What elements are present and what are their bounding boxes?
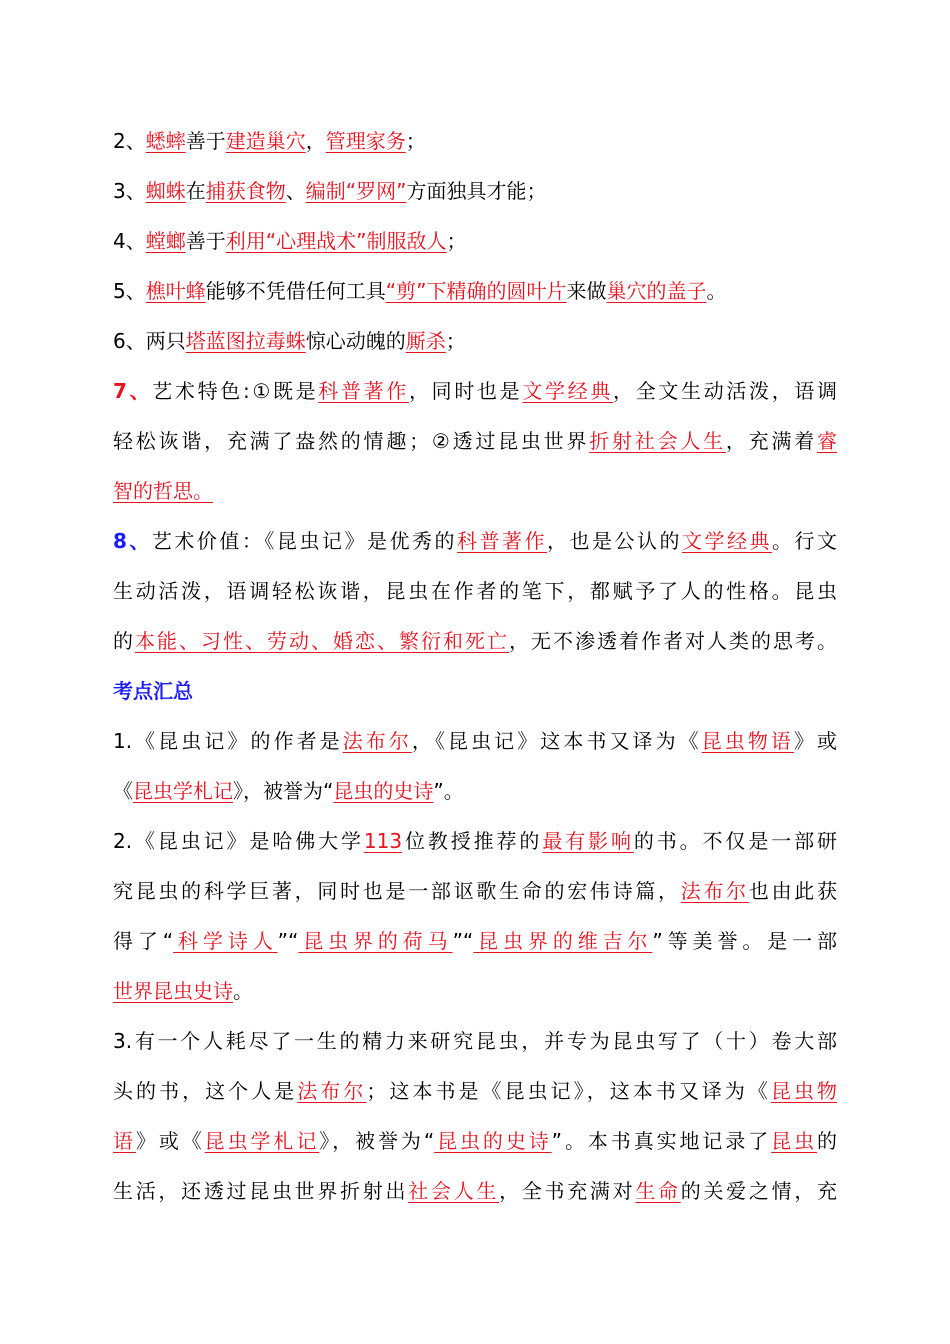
text-segment: 》，被誉为“ bbox=[319, 1129, 435, 1153]
text-segment: ， bbox=[305, 129, 326, 153]
text-segment: 3、 bbox=[113, 179, 146, 203]
text-segment: 《 bbox=[113, 779, 133, 803]
highlighted-answer: 昆虫界的荷马 bbox=[298, 929, 453, 953]
highlighted-answer: 法布尔 bbox=[680, 879, 749, 903]
text-segment: 在 bbox=[185, 179, 206, 203]
text-line bbox=[113, 216, 837, 266]
text-segment: 2.《昆虫记》是哈佛大学 bbox=[113, 829, 364, 853]
text-segment: 得了“ bbox=[113, 929, 174, 953]
highlighted-answer: 法布尔 bbox=[297, 1079, 367, 1103]
text-line bbox=[113, 266, 837, 316]
highlighted-answer: 睿 bbox=[817, 429, 837, 453]
text-line bbox=[113, 716, 837, 766]
text-segment: 艺术特色:①既是 bbox=[152, 379, 319, 403]
text-segment: 善于 bbox=[185, 129, 226, 153]
highlighted-answer: 蟋蟀 bbox=[145, 129, 186, 153]
text-segment: 来做 bbox=[566, 279, 607, 303]
text-segment: ；这本书是《昆虫记》，这本书又译为《 bbox=[366, 1079, 771, 1103]
text-segment: ”“ bbox=[277, 929, 299, 953]
text-line bbox=[113, 1166, 837, 1216]
highlighted-answer: 生命 bbox=[635, 1179, 681, 1203]
text-line bbox=[113, 816, 837, 866]
highlighted-answer: 语 bbox=[113, 1129, 136, 1153]
highlighted-answer: 管理家务 bbox=[325, 129, 406, 153]
highlighted-answer: 编制“罗网” bbox=[305, 179, 407, 203]
text-segment: 生活，还透过昆虫世界折射出 bbox=[113, 1179, 409, 1203]
highlighted-answer: 智的哲思。 bbox=[113, 479, 213, 503]
highlighted-answer: 塔蓝图拉毒蛛 bbox=[185, 329, 306, 353]
highlighted-answer: 科普著作 bbox=[318, 379, 409, 403]
text-segment: 生动活泼，语调轻松诙谐，昆虫在作者的笔下，都赋予了人的性格。昆虫 bbox=[113, 579, 837, 603]
highlighted-answer: 本能、习性、劳动、婚恋、繁衍和死亡 bbox=[135, 629, 509, 653]
text-line bbox=[113, 616, 837, 666]
highlighted-answer: 樵叶蜂 bbox=[145, 279, 206, 303]
highlighted-answer: 世界昆虫史诗 bbox=[113, 979, 233, 1003]
text-line bbox=[113, 316, 837, 366]
highlighted-answer: 昆虫学札记 bbox=[133, 779, 233, 803]
text-segment: 》或 bbox=[793, 729, 837, 753]
text-segment: 3.有一个人耗尽了一生的精力来研究昆虫，并专为昆虫写了（十）卷大部 bbox=[113, 1029, 837, 1053]
text-segment: 能够不凭借任何工具 bbox=[205, 279, 386, 303]
text-segment: ； bbox=[446, 229, 467, 253]
text-segment: 2、 bbox=[113, 129, 146, 153]
highlighted-answer: 昆虫学札记 bbox=[204, 1129, 320, 1153]
highlighted-answer: 科普著作 bbox=[456, 529, 547, 553]
highlighted-answer: 建造巢穴 bbox=[225, 129, 306, 153]
text-segment: 、 bbox=[285, 179, 306, 203]
text-segment: ，全文生动活泼，语调 bbox=[613, 379, 837, 403]
text-line bbox=[113, 366, 837, 416]
text-segment: ，也是公认的 bbox=[546, 529, 682, 553]
highlighted-answer: 折射社会人生 bbox=[589, 429, 726, 453]
highlighted-answer: 厮杀 bbox=[405, 329, 446, 353]
text-segment: 》，被誉为“ bbox=[233, 779, 334, 803]
highlighted-answer: 螳螂 bbox=[145, 229, 186, 253]
text-segment: 8、 bbox=[113, 529, 152, 553]
text-segment: ”“ bbox=[452, 929, 474, 953]
section-heading bbox=[113, 666, 837, 716]
text-segment: 究昆虫的科学巨著，同时也是一部讴歌生命的宏伟诗篇， bbox=[113, 879, 681, 903]
text-line bbox=[113, 116, 837, 166]
text-segment: 1.《昆虫记》的作者是 bbox=[113, 729, 343, 753]
text-segment: 考点汇总 bbox=[113, 679, 193, 703]
text-segment: 也由此获 bbox=[748, 879, 837, 903]
text-segment: 5、 bbox=[113, 279, 146, 303]
text-segment: 的 bbox=[113, 629, 135, 653]
highlighted-answer: 113 bbox=[363, 829, 403, 853]
text-line bbox=[113, 466, 837, 516]
text-segment: ”等美誉。是一部 bbox=[652, 929, 837, 953]
text-line bbox=[113, 166, 837, 216]
text-segment: ，充满着 bbox=[725, 429, 818, 453]
text-segment: 7、 bbox=[113, 379, 153, 403]
text-segment: 艺术价值：《昆虫记》是优秀的 bbox=[151, 529, 457, 553]
highlighted-answer: 昆虫界的维吉尔 bbox=[473, 929, 653, 953]
text-segment: ； bbox=[405, 129, 426, 153]
text-segment: ”。本书真实地记录了 bbox=[551, 1129, 772, 1153]
text-line bbox=[113, 1016, 837, 1066]
text-line bbox=[113, 916, 837, 966]
text-segment: 的关爱之情，充 bbox=[680, 1179, 837, 1203]
text-line bbox=[113, 1116, 837, 1166]
text-line bbox=[113, 416, 837, 466]
text-line bbox=[113, 566, 837, 616]
highlighted-answer: 社会人生 bbox=[408, 1179, 500, 1203]
text-segment: 的 bbox=[817, 1129, 837, 1153]
text-segment: 轻松诙谐，充满了盎然的情趣；②透过昆虫世界 bbox=[113, 429, 590, 453]
text-segment: ； bbox=[445, 329, 466, 353]
highlighted-answer: 昆虫的史诗 bbox=[434, 1129, 552, 1153]
text-segment: 方面独具才能； bbox=[406, 179, 547, 203]
highlighted-answer: 昆虫物语 bbox=[701, 729, 794, 753]
text-segment: 位教授推荐的 bbox=[402, 829, 543, 853]
text-segment: 惊心动魄的 bbox=[305, 329, 406, 353]
text-segment: 。行文 bbox=[772, 529, 837, 553]
text-segment: 6、两只 bbox=[113, 329, 186, 353]
highlighted-answer: 最有影响 bbox=[542, 829, 634, 853]
text-segment: ，全书充满对 bbox=[499, 1179, 636, 1203]
text-segment: 。 bbox=[233, 979, 253, 1003]
highlighted-answer: 文学经典 bbox=[682, 529, 773, 553]
text-line bbox=[113, 866, 837, 916]
highlighted-answer: 蜘蛛 bbox=[145, 179, 186, 203]
highlighted-answer: 利用“心理战术”制服敌人 bbox=[225, 229, 447, 253]
text-segment: ，《昆虫记》这本书又译为《 bbox=[411, 729, 702, 753]
text-segment: 》或《 bbox=[135, 1129, 205, 1153]
highlighted-answer: 昆虫的史诗 bbox=[333, 779, 434, 803]
text-segment: ，同时也是 bbox=[408, 379, 523, 403]
highlighted-answer: 文学经典 bbox=[522, 379, 614, 403]
highlighted-answer: 昆虫物 bbox=[770, 1079, 837, 1103]
highlighted-answer: 科学诗人 bbox=[173, 929, 278, 953]
text-segment: 善于 bbox=[185, 229, 226, 253]
text-line bbox=[113, 766, 837, 816]
text-line bbox=[113, 966, 837, 1016]
highlighted-answer: 昆虫 bbox=[771, 1129, 818, 1153]
text-segment: 的书。不仅是一部研 bbox=[633, 829, 837, 853]
text-segment: ，无不渗透着作者对人类的思考。 bbox=[509, 629, 837, 653]
text-segment: 。 bbox=[706, 279, 727, 303]
highlighted-answer: 法布尔 bbox=[342, 729, 412, 753]
text-segment: 头的书，这个人是 bbox=[113, 1079, 298, 1103]
document-body bbox=[113, 116, 837, 1216]
text-segment: ”。 bbox=[433, 779, 464, 803]
highlighted-answer: 捕获食物 bbox=[205, 179, 286, 203]
text-segment: 4、 bbox=[113, 229, 146, 253]
text-line bbox=[113, 516, 837, 566]
highlighted-answer: 巢穴的盖子 bbox=[606, 279, 707, 303]
highlighted-answer: “剪”下精确的圆叶片 bbox=[385, 279, 567, 303]
text-line bbox=[113, 1066, 837, 1116]
